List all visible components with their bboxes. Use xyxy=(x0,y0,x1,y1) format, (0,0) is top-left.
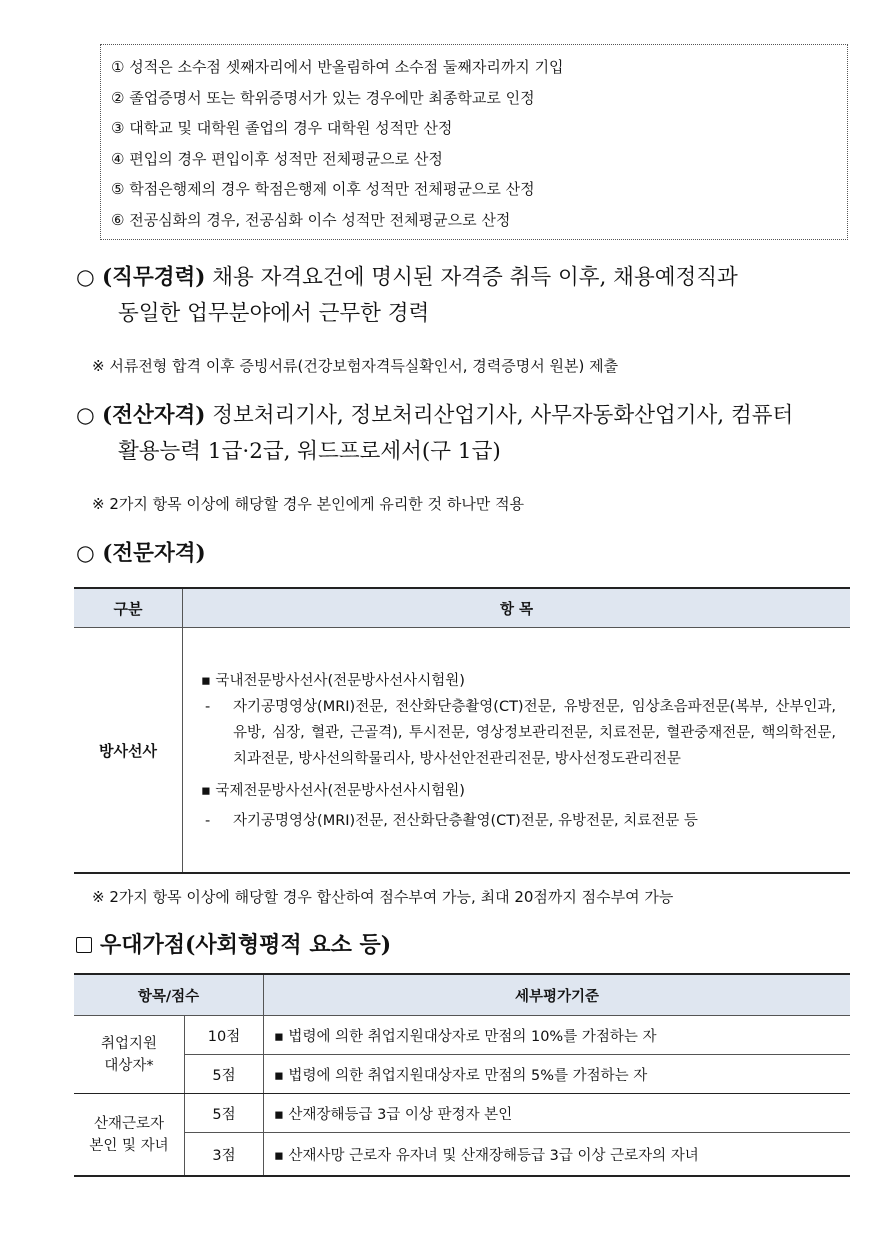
career-section xyxy=(76,260,738,332)
professional-note: ※ 2가지 항목 이상에 해당할 경우 합산하여 점수부여 가능, 최대 20점까지 점수부여 가능 xyxy=(92,888,674,906)
category-cell: 방사선사 xyxy=(74,628,183,874)
career-heading: (직무경력) xyxy=(102,265,206,290)
points-cell: 10점 xyxy=(185,1016,264,1055)
computer-heading: (전산자격) xyxy=(102,403,206,428)
professional-heading: ○ (전문자격) xyxy=(76,541,206,566)
category-line: 대상자* xyxy=(104,1057,154,1074)
professional-table xyxy=(74,587,850,874)
note-item: ③ 대학교 및 대학원 졸업의 경우 대학원 성적만 산정 xyxy=(111,119,453,137)
dash-marker: - xyxy=(205,813,211,829)
points-cell: 5점 xyxy=(185,1094,264,1133)
note-item: ④ 편입의 경우 편입이후 성적만 전체평균으로 산정 xyxy=(111,149,443,168)
list-item: ▪ 국내전문방사선사(전문방사선사시험원) xyxy=(201,673,465,689)
career-text-line2: 동일한 업무분야에서 근무한 경력 xyxy=(118,301,430,326)
list-item: ▪ 국제전문방사선사(전문방사선사시험원) xyxy=(201,783,465,799)
points-cell: 3점 xyxy=(185,1133,264,1177)
table-header-row xyxy=(74,974,850,1016)
header-category: 구분 xyxy=(74,588,183,628)
header-item-points: 항목/점수 xyxy=(74,974,264,1016)
computer-text-line2: 활용능력 1급·2급, 워드프로세서(구 1급) xyxy=(118,439,501,464)
category-cell xyxy=(74,1094,185,1177)
square-bullet-icon xyxy=(76,937,92,953)
career-note: ※ 서류전형 합격 이후 증빙서류(건강보험자격득실확인서, 경력증명서 원본) 제출 xyxy=(92,357,619,375)
category-line: 본인 및 자녀 xyxy=(89,1137,169,1154)
note-item: ⑤ 학점은행제의 경우 학점은행제 이후 성적만 전체평균으로 산정 xyxy=(111,180,535,198)
points-cell: 5점 xyxy=(185,1055,264,1094)
category-line: 산재근로자 xyxy=(93,1115,165,1132)
computer-note: ※ 2가지 항목 이상에 해당할 경우 본인에게 유리한 것 하나만 적용 xyxy=(92,495,525,513)
computer-text-line1: 정보처리기사, 정보처리산업기사, 사무자동화산업기사, 컴퓨터 xyxy=(205,403,794,428)
table-row xyxy=(74,1016,850,1055)
items-cell xyxy=(183,628,851,874)
header-criteria: 세부평가기준 xyxy=(264,974,851,1016)
dash-marker: - xyxy=(205,699,211,715)
career-text-line1: 채용 자격요건에 명시된 자격증 취득 이후, 채용예정직과 xyxy=(205,265,738,290)
detail-text: 자기공명영상(MRI)전문, 전산화단층촬영(CT)전문, 유방전문, 치료전문 등 xyxy=(233,813,698,829)
note-item: ① 성적은 소수점 셋째자리에서 반올림하여 소수점 둘째자리까지 기입 xyxy=(111,58,564,76)
bonus-heading-text: 우대가점(사회형평적 요소 등) xyxy=(100,932,392,958)
bonus-heading xyxy=(76,928,391,959)
header-items: 항 목 xyxy=(183,588,851,628)
category-line: 취업지원 xyxy=(100,1035,158,1052)
table-row xyxy=(74,628,850,874)
criteria-cell: ▪ 산재장해등급 3급 이상 판정자 본인 xyxy=(264,1094,851,1133)
notes-box xyxy=(100,44,848,240)
list-item-detail xyxy=(201,808,836,834)
category-cell xyxy=(74,1016,185,1094)
circle-bullet-icon: ○ xyxy=(76,265,95,290)
table-header-row xyxy=(74,588,850,628)
circle-bullet-icon: ○ xyxy=(76,403,95,428)
computer-section xyxy=(76,398,793,470)
detail-text: 자기공명영상(MRI)전문, 전산화단층촬영(CT)전문, 유방전문, 임상초음파전문(복부, 산부인과, 유방, 심장, 혈관, 근골격), 투시전문, 영상정보관리전문, 치료전문, 혈관중재전문, 핵의학전문, 치과전문, 방사선의학물리사, 방사선안전관리전문, 방사선정도관리전문 xyxy=(233,699,836,767)
note-item: ② 졸업증명서 또는 학위증명서가 있는 경우에만 최종학교로 인정 xyxy=(111,88,535,107)
criteria-cell: ▪ 법령에 의한 취업지원대상자로 만점의 5%를 가점하는 자 xyxy=(264,1055,851,1094)
table-row xyxy=(74,1133,850,1177)
note-item: ⑥ 전공심화의 경우, 전공심화 이수 성적만 전체평균으로 산정 xyxy=(111,210,511,229)
criteria-cell: ▪ 법령에 의한 취업지원대상자로 만점의 10%를 가점하는 자 xyxy=(264,1016,851,1055)
table-row xyxy=(74,1094,850,1133)
table-row xyxy=(74,1055,850,1094)
bonus-table xyxy=(74,973,850,1177)
criteria-cell: ▪ 산재사망 근로자 유자녀 및 산재장해등급 3급 이상 근로자의 자녀 xyxy=(264,1133,851,1177)
list-item-detail xyxy=(201,694,836,772)
